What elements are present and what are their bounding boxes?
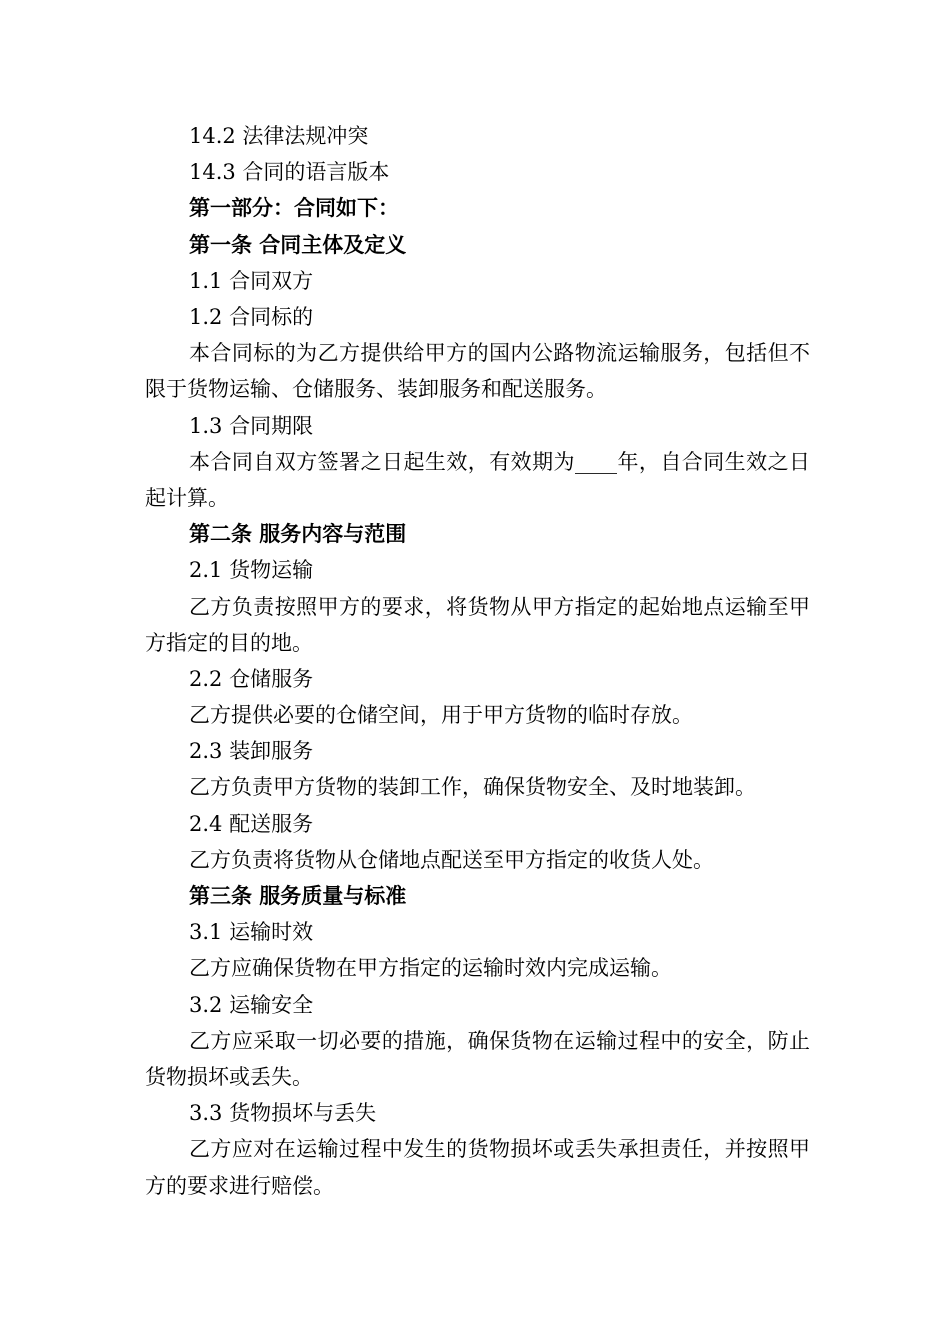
paragraph-3-1: 乙方应确保货物在甲方指定的运输时效内完成运输。 (189, 956, 672, 981)
paragraph-3-3: 乙方应对在运输过程中发生的货物损坏或丢失承担责任，并按照甲方的要求进行赔偿。 (145, 1137, 810, 1198)
article-2-heading: 第二条 服务内容与范围 (189, 522, 407, 547)
paragraph-1-3: 本合同自双方签署之日起生效，有效期为____年，自合同生效之日起计算。 (145, 449, 810, 510)
paragraph-2-1: 乙方负责按照甲方的要求，将货物从甲方指定的起始地点运输至甲方指定的目的地。 (145, 594, 810, 655)
section-item-3-1: 3.1 运输时效 (189, 920, 314, 945)
paragraph-2-3: 乙方负责甲方货物的装卸工作，确保货物安全、及时地装卸。 (189, 775, 756, 800)
section-item-2-4: 2.4 配送服务 (189, 811, 314, 836)
section-item-1-2: 1.2 合同标的 (189, 304, 314, 329)
section-item-1-1: 1.1 合同双方 (189, 268, 314, 293)
section-item-1-3: 1.3 合同期限 (189, 413, 314, 438)
section-item-3-2: 3.2 运输安全 (189, 992, 314, 1017)
section-item-14-2: 14.2 法律法规冲突 (189, 124, 369, 148)
section-item-2-3: 2.3 装卸服务 (189, 739, 314, 764)
article-3-heading: 第三条 服务质量与标准 (189, 884, 407, 909)
paragraph-3-2: 乙方应采取一切必要的措施，确保货物在运输过程中的安全，防止货物损坏或丢失。 (145, 1028, 810, 1090)
section-item-14-3: 14.3 合同的语言版本 (189, 160, 390, 185)
part-heading: 第一部分：合同如下： (189, 196, 399, 221)
paragraph-1-2: 本合同标的为乙方提供给甲方的国内公路物流运输服务，包括但不限于货物运输、仓储服务、装卸服务和配送服务。 (145, 341, 810, 402)
article-1-heading: 第一条 合同主体及定义 (189, 232, 407, 257)
section-item-3-3: 3.3 货物损坏与丢失 (189, 1101, 377, 1126)
document-page (145, 118, 810, 1204)
paragraph-2-4: 乙方负责将货物从仓储地点配送至甲方指定的收货人处。 (189, 847, 714, 872)
paragraph-2-2: 乙方提供必要的仓储空间，用于甲方货物的临时存放。 (189, 703, 693, 728)
section-item-2-2: 2.2 仓储服务 (189, 666, 314, 691)
section-item-2-1: 2.1 货物运输 (189, 558, 314, 583)
